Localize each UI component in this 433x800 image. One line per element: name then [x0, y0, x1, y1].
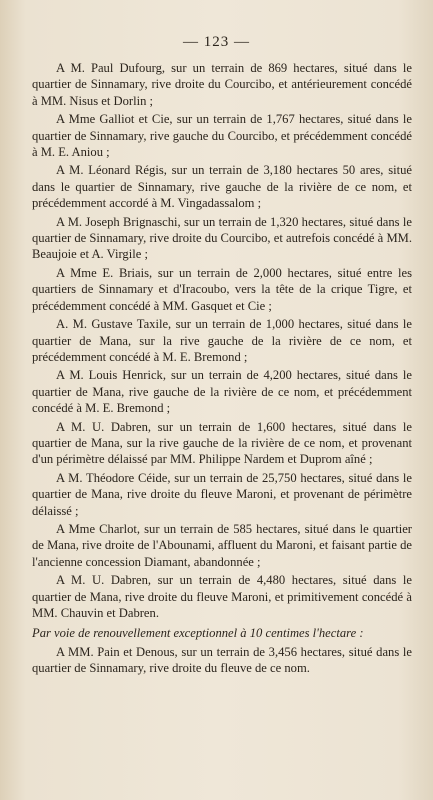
concession-paragraph: A M. U. Dabren, sur un terrain de 1,600 hectares, situé dans le quartier de Mana, sur la rive gauche de la rivière de ce nom, et provenant d'un périmètre délaissé par MM. Philippe Nardem et Duprom aîné ; [32, 419, 412, 467]
final-paragraph: A MM. Pain et Denous, sur un terrain de 3,456 hectares, situé dans le quartier de Sinnamary, rive droite du fleuve de ce nom. [32, 644, 412, 676]
concession-paragraph: A Mme Galliot et Cie, sur un terrain de 1,767 hectares, situé dans le quartier de Sinnamary, rive gauche du Courcibo, et précédemment concédé à M. E. Aniou ; [32, 112, 412, 160]
concession-paragraph: A M. Léonard Régis, sur un terrain de 3,180 hectares 50 ares, situé dans le quartier de Sinnamary, rive gauche de la rivière de ce nom, et précédemment accordé à M. Vingadassalom ; [32, 163, 412, 211]
section-heading: Par voie de renouvellement exceptionnel à 10 centimes l'hectare : [32, 626, 364, 641]
page-number: — 123 — [183, 34, 250, 50]
concession-paragraph: A M. Joseph Brignaschi, sur un terrain de 1,320 hectares, situé dans le quartier de Sinnamary, rive droite du Courcibo, et autrefois concédé à MM. Beaujoie et A. Virgile ; [32, 214, 412, 262]
concession-paragraph: A Mme Charlot, sur un terrain de 585 hectares, situé dans le quartier de Mana, rive droite de l'Abounami, affluent du Maroni, et faisant partie de l'ancienne concession Diamant, abandonnée ; [32, 521, 412, 569]
concession-paragraph: A M. Théodore Céide, sur un terrain de 25,750 hectares, situé dans le quartier de Mana, rive droite du fleuve Maroni, et provenant de périmètre délaissé ; [32, 470, 412, 518]
concession-paragraph: A M. Louis Henrick, sur un terrain de 4,200 hectares, situé dans le quartier de Mana, rive gauche de la rivière de ce nom, et précédemment concédé à M. E. Bremond ; [32, 368, 412, 416]
concession-paragraph: A M. Paul Dufourg, sur un terrain de 869 hectares, situé dans le quartier de Sinnamary, rive droite du Courcibo, et antérieurement concédé à MM. Nisus et Dorlin ; [32, 61, 412, 108]
concession-paragraph: A M. U. Dabren, sur un terrain de 4,480 hectares, situé dans le quartier de Mana, rive droite du fleuve Maroni, et primitivement concédé à MM. Chauvin et Dabren. [32, 573, 412, 620]
concession-paragraph: A Mme E. Briais, sur un terrain de 2,000 hectares, situé entre les quartiers de Sinnamary et d'Iracoubo, vers la tête de la crique Tigre, et précédemment concédé à MM. Gasquet et Cie ; [32, 265, 412, 313]
concession-paragraph: A. M. Gustave Taxile, sur un terrain de 1,000 hectares, situé dans le quartier de Mana, sur la rive gauche de la rivière de ce nom, et précédemment concédé à M. E. Bremond ; [32, 317, 412, 364]
page-content [32, 60, 412, 679]
